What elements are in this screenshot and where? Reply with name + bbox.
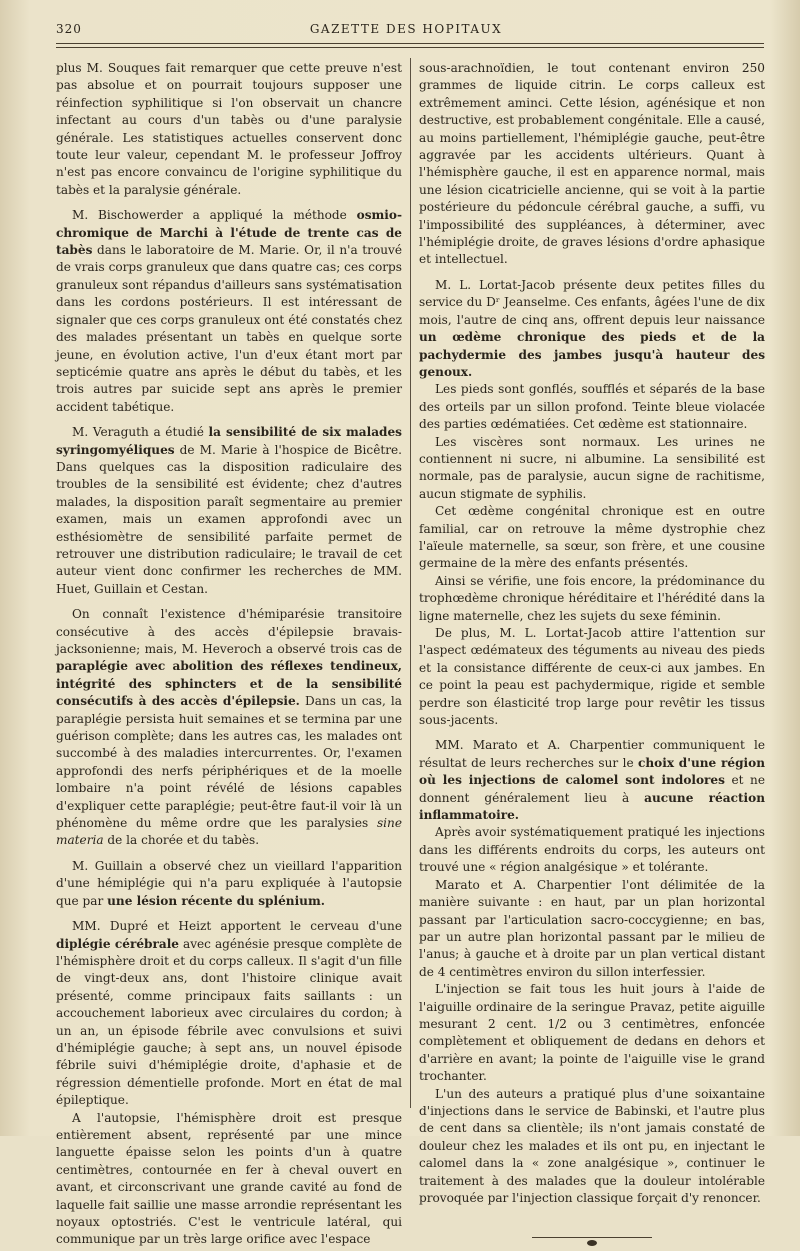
paragraph bbox=[419, 625, 765, 729]
paragraph bbox=[56, 606, 402, 850]
bold-text: un œdème chronique des pieds et de la pachydermie des jambes jusqu'à hauteur des genoux. bbox=[419, 330, 765, 379]
paragraph bbox=[419, 824, 765, 876]
right-column bbox=[419, 60, 765, 1241]
column-divider bbox=[410, 58, 411, 1108]
text-run: Dans un cas, la paraplégie persista huit semaines et se termina par une guérison complète; dans les autres cas, les malades ont succombé à des maladies intercurrentes. Or, l'examen approfondi des nerfs périphériques et de la moelle lombaire n'a point révélé de lésions capables d'expliquer cette paraplégie; peut-être faut-il voir là un phénomène du même ordre que les paralysies bbox=[56, 694, 403, 831]
text-run: A l'autopsie, l'hémisphère droit est presque entièrement absent, représenté par une mince languette épaisse selon les points d'un à quatre centimètres, contournée en fer à cheval ouvert en avant, et circonscrivant une grande cavité au fond de laquelle fait saillie une masse arrondie représentant les noyaux optostriés. C'est le ventricule latéral, qui communique par un très large orifice avec l'espace bbox=[56, 1110, 402, 1247]
text-run: dans le laboratoire de M. Marie. Or, il n'a trouvé de vrais corps granuleux que dans quatre cas; ces corps granuleux sont répandus d'ailleurs sans systématisation dans les cordons postérieurs. Il est intéressant de signaler que ces corps granuleux ont été constatés chez des malades présentant un tabès en quelque sorte jeune, en évolution active, l'un d'eux étant mort par septicémie quatre ans après le début du tabès, et les trois autres par suicide sept ans après le premier accident tabétique. bbox=[56, 243, 402, 414]
text-run: On connaît l'existence d'hémiparésie transitoire consécutive à des accès d'épilepsie bravais-jacksonienne; mais, M. Heveroch a observé trois cas de bbox=[56, 607, 402, 656]
text-run: plus M. Souques fait remarquer que cette preuve n'est pas absolue et on pourrait toujours supposer une réinfection syphilitique si l'on observait un chancre infectant au cours d'un tabès ou d'une paralysie générale. Les statistiques actuelles conservent donc toute leur valeur, cependant M. le professeur Joffroy n'est pas encore convaincu de l'origine syphilitique du tabès et la paralysie générale. bbox=[56, 61, 402, 197]
paragraph bbox=[419, 60, 765, 269]
journal-title: GAZETTE DES HOPITAUX bbox=[309, 22, 503, 36]
text-run: MM. Dupré et Heizt apportent le cerveau d'une bbox=[72, 919, 402, 934]
bold-text: une lésion récente du splénium. bbox=[107, 893, 325, 908]
running-head bbox=[56, 22, 756, 42]
bold-text: osmio-chromique de Marchi à l'étude de trente cas de tabès bbox=[56, 208, 402, 258]
text-run: L'un des auteurs a pratiqué plus d'une soixantaine d'injections dans le service de Babinski, et l'autre plus de cent dans sa clientèle; ils n'ont jamais constaté de douleur chez les malades et ils ont pu, en injectant le calomel dans la « zone analgésique », continuer le traitement à des malades que la douleur intolérable provoquée par l'injection classique forçait d'y renoncer. bbox=[419, 1086, 765, 1205]
text-run: De plus, M. L. Lortat-Jacob attire l'attention sur l'aspect œdémateux des téguments au niveau des pieds et la consistance différente de ceux-ci aux jambes. En ce point la peau est pachydermique, rigide et semble perdre son élasticité trop large pour revêtir les tissus sous-jacents. bbox=[419, 626, 765, 728]
text-run: MM. Marato et A. Charpentier communiquent le résultat de leurs recherches sur le bbox=[419, 738, 765, 770]
header-rule-thin bbox=[56, 47, 764, 48]
text-run: Les pieds sont gonflés, soufflés et séparés de la base des orteils par un sillon profond. Teinte bleue violacée des parties œdématiées. Cet œdème est stationnaire. bbox=[419, 382, 765, 432]
paragraph bbox=[419, 381, 765, 433]
bold-text: la sensibilité de six malades syringomyéliques bbox=[56, 425, 402, 457]
text-run: de la chorée et du tabès. bbox=[103, 833, 260, 848]
bold-text: paraplégie avec abolition des réflexes tendineux, intégrité des sphincters et de la sensibilité consécutifs à des accès d'épilepsie. bbox=[56, 659, 402, 709]
paragraph bbox=[56, 918, 402, 1109]
text-run: L'injection se fait tous les huit jours à l'aide de l'aiguille ordinaire de la seringue Pravaz, petite aiguille mesurant 2 cent. 1/2 ou 3 centimètres, enfoncée complètement et obliquement de dedans en dehors et d'arrière en avant; la pointe de l'aiguille vise le grand trochanter. bbox=[419, 982, 765, 1084]
paragraph bbox=[56, 424, 402, 598]
paragraph bbox=[419, 573, 765, 625]
paragraph bbox=[419, 1086, 765, 1208]
text-run: et ne donnent généralement lieu à bbox=[419, 773, 766, 805]
header-rule-thick bbox=[56, 43, 764, 44]
paragraph bbox=[56, 1110, 402, 1249]
text-run: M. Guillain a observé chez un vieillard l'apparition d'une hémiplégie qui n'a paru expliquée à l'autopsie que par bbox=[56, 858, 402, 908]
paragraph bbox=[419, 434, 765, 504]
page-number: 320 bbox=[56, 22, 82, 36]
text-run: Marato et A. Charpentier l'ont délimitée de la manière suivante : en haut, par un plan horizontal passant par l'articulation sacro-coccygienne; en bas, par un autre plan horizontal passant par le milieu de l'anus; à gauche et à droite par un plan vertical distant de 4 centimètres environ du sillon interfessier. bbox=[419, 877, 765, 979]
paragraph bbox=[419, 877, 765, 981]
text-run: Cet œdème congénital chronique est en outre familial, car on retrouve la même dystrophie chez l'aïeule maternelle, sa sœur, son frère, et une cousine germaine de la mère des enfants présentés. bbox=[419, 504, 765, 571]
text-run: Après avoir systématiquement pratiqué les injections dans les différents endroits du corps, les auteurs ont trouvé une « région analgésique » et tolérante. bbox=[419, 825, 765, 875]
paragraph bbox=[56, 858, 402, 910]
bold-text: choix d'une région où les injections de calomel sont indolores bbox=[419, 755, 765, 788]
paragraph bbox=[56, 207, 402, 416]
text-run: avec agénésie presque complète de l'hémisphère droit et du corps calleux. Il s'agit d'un fille de vingt-deux ans, dont l'histoire clinique avait présenté, comme principaux faits saillants : un accouchement laborieux avec circulaires du cordon; à un an, un épisode fébrile avec convulsions et suivi d'hémiplégie gauche; à sept ans, un nouvel épisode fébrile suivi d'hémiplégie droite, d'aphasie et de régression démentielle profonde. Mort en état de mal épileptique. bbox=[56, 936, 402, 1108]
italic-text: sine materia bbox=[56, 816, 402, 848]
text-run: M. Bischowerder a appliqué la méthode bbox=[72, 208, 357, 223]
text-run: Les viscères sont normaux. Les urines ne contiennent ni sucre, ni albumine. La sensibilité est normale, pas de paralysie, aucun signe de rachitisme, aucun stigmate de syphilis. bbox=[419, 434, 765, 501]
paragraph bbox=[419, 737, 765, 824]
paragraph bbox=[56, 60, 402, 199]
text-run: Ainsi se vérifie, une fois encore, la prédominance du trophœdème chronique héréditaire et l'hérédité dans la ligne maternelle, chez les sujets du sexe féminin. bbox=[419, 573, 765, 623]
paragraph bbox=[419, 277, 765, 381]
right-column-body bbox=[419, 60, 765, 1207]
end-ornament-rule bbox=[532, 1233, 652, 1241]
text-run: M. Veraguth a étudié bbox=[72, 425, 209, 440]
text-run: de M. Marie à l'hospice de Bicêtre. Dans quelques cas la disposition radiculaire des troubles de la sensibilité est évidente; chez d'autres malades, la disposition paraît segmentaire au premier examen, mais un examen approfondi avec un esthésiomètre de sensibilité parfaite permet de retrouver une distribution radiculaire; le travail de cet auteur vient donc confirmer les recherches de MM. Huet, Guillain et Cestan. bbox=[56, 442, 402, 596]
end-ornament bbox=[587, 1240, 597, 1246]
bold-text: aucune réaction inflammatoire. bbox=[419, 790, 765, 823]
text-run: sous-arachnoïdien, le tout contenant environ 250 grammes de liquide citrin. Le corps calleux est extrêmement aminci. Cette lésion, agénésique et non destructive, est probablement congénitale. Elle a causé, au moins partiellement, l'hémiplégie gauche, peut-être aggravée par les accidents ultérieurs. Quant à l'hémisphère gauche, il est en apparence normal, mais une lésion cicatricielle ancienne, qui se voit à la partie postérieure du pédoncule cérébral gauche, a suffi, vu l'impossibilité des suppléances, à déterminer, avec l'hémiplégie droite, de graves lésions d'ordre aphasique et intellectuel. bbox=[419, 61, 765, 267]
text-run: M. L. Lortat-Jacob présente deux petites filles du service du Dʳ Jeanselme. Ces enfants, âgées l'une de dix mois, l'autre de cinq ans, offrent depuis leur naissance bbox=[419, 277, 765, 327]
left-column bbox=[56, 60, 402, 1249]
paragraph bbox=[419, 981, 765, 1085]
bold-text: diplégie cérébrale bbox=[56, 936, 179, 951]
paragraph bbox=[419, 503, 765, 573]
